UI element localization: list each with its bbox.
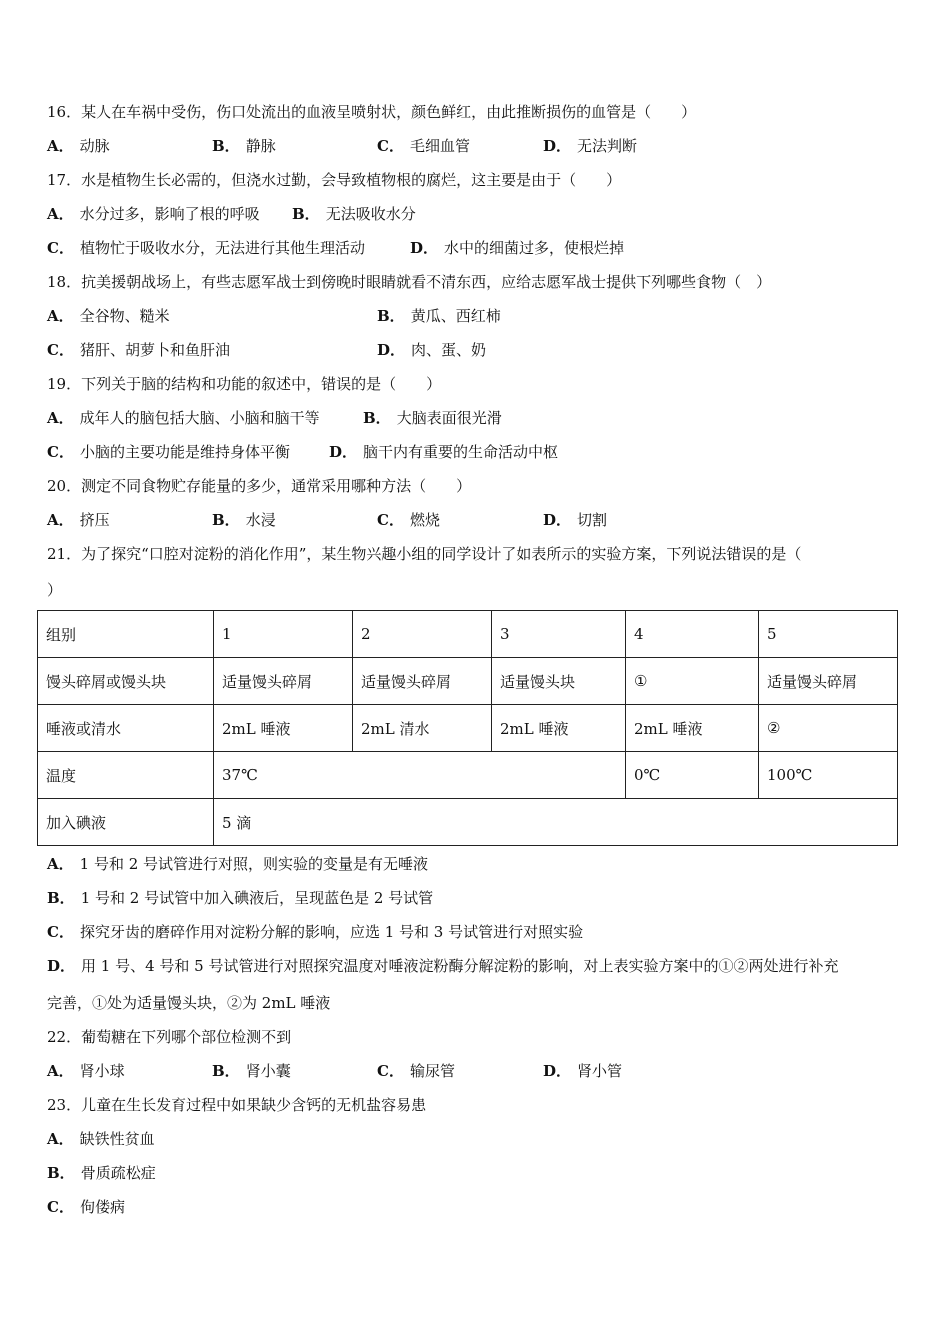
table-cell: 3: [492, 611, 626, 658]
table-cell: ①: [626, 658, 759, 705]
table-row-liquid: [38, 705, 898, 752]
option-label: A．: [47, 855, 74, 873]
table-row-head: 唾液或清水: [38, 705, 214, 752]
q22-option-c: [377, 1061, 455, 1081]
q18-option-d: [377, 340, 486, 360]
q20-option-c: [377, 510, 440, 530]
q22-option-d: [543, 1061, 622, 1081]
table-row-bread: [38, 658, 898, 705]
q19-option-a: [47, 408, 320, 428]
option-text: 1 号和 2 号试管中加入碘液后，呈现蓝色是 2 号试管: [80, 889, 434, 907]
option-text: 大脑表面很光滑: [396, 409, 502, 427]
q22-option-a: [47, 1061, 125, 1081]
option-label: D．: [47, 957, 76, 975]
option-text: 挤压: [79, 511, 110, 529]
q21-option-b: [47, 888, 433, 908]
question-16-stem: 16．某人在车祸中受伤，伤口处流出的血液呈喷射状，颜色鲜红，由此推断损伤的血管是（ ）: [47, 103, 697, 121]
option-text: 动脉: [79, 137, 110, 155]
question-17-stem: 17．水是植物生长必需的，但浇水过勤，会导致植物根的腐烂，这主要是由于（ ）: [47, 171, 622, 189]
q16-option-c: [377, 136, 470, 156]
option-label: A．: [47, 1130, 74, 1148]
option-text: 输尿管: [409, 1062, 455, 1080]
option-label: D．: [543, 1062, 572, 1080]
q21-option-a: [47, 854, 428, 874]
option-text: 1 号和 2 号试管进行对照，则实验的变量是有无唾液: [79, 855, 429, 873]
option-text: 静脉: [245, 137, 276, 155]
option-label: A．: [47, 511, 74, 529]
table-cell: 5 滴: [214, 799, 898, 846]
table-cell: 适量馒头碎屑: [214, 658, 353, 705]
table-row-head: 组别: [38, 611, 214, 658]
option-label: D．: [543, 511, 572, 529]
q20-option-d: [543, 510, 607, 530]
option-text: 全谷物、糙米: [79, 307, 170, 325]
option-label: D．: [377, 341, 406, 359]
table-cell: 37℃: [214, 752, 626, 799]
option-text: 黄瓜、西红柿: [410, 307, 501, 325]
q19-option-d: [329, 442, 558, 462]
experiment-table: [37, 610, 898, 846]
option-label: C．: [377, 511, 404, 529]
question-21-stem-end: ）: [47, 581, 63, 599]
option-label: C．: [377, 1062, 404, 1080]
option-text: 用 1 号、4 号和 5 号试管进行对照探究温度对唾液淀粉酶分解淀粉的影响，对上表实验方案中的①②两处进行补充: [81, 957, 839, 975]
option-label: C．: [47, 341, 74, 359]
table-cell: 2mL 唾液: [492, 705, 626, 752]
q18-option-b: [377, 306, 501, 326]
table-cell: 5: [759, 611, 898, 658]
q20-option-a: [47, 510, 110, 530]
option-text: 猪肝、胡萝卜和鱼肝油: [79, 341, 230, 359]
question-23-stem: 23．儿童在生长发育过程中如果缺少含钙的无机盐容易患: [47, 1096, 427, 1114]
table-row-head: 温度: [38, 752, 214, 799]
q21-option-d-continued: 完善，①处为适量馒头块，②为 2mL 唾液: [47, 994, 331, 1012]
table-cell: 适量馒头碎屑: [353, 658, 492, 705]
q20-option-b: [212, 510, 276, 530]
option-text: 脑干内有重要的生命活动中枢: [363, 443, 559, 461]
q16-option-a: [47, 136, 110, 156]
option-text: 切割: [577, 511, 608, 529]
option-text: 佝偻病: [79, 1198, 125, 1216]
option-label: C．: [47, 239, 74, 257]
table-cell: 2mL 清水: [353, 705, 492, 752]
option-text: 毛细血管: [409, 137, 470, 155]
table-cell: 1: [214, 611, 353, 658]
option-label: A．: [47, 409, 74, 427]
option-label: D．: [410, 239, 439, 257]
q18-option-c: [47, 340, 230, 360]
option-label: B．: [212, 1062, 240, 1080]
table-cell: 适量馒头碎屑: [759, 658, 898, 705]
option-label: C．: [47, 443, 74, 461]
option-text: 水分过多，影响了根的呼吸: [79, 205, 260, 223]
option-label: B．: [377, 307, 405, 325]
table-cell: 100℃: [759, 752, 898, 799]
option-label: B．: [47, 1164, 75, 1182]
option-label: A．: [47, 307, 74, 325]
option-label: B．: [292, 205, 320, 223]
option-text: 肾小囊: [245, 1062, 291, 1080]
q17-option-b: [292, 204, 416, 224]
q21-option-d: [47, 956, 839, 976]
q16-option-d: [543, 136, 637, 156]
option-text: 植物忙于吸收水分，无法进行其他生理活动: [79, 239, 365, 257]
option-label: C．: [47, 923, 74, 941]
option-label: C．: [377, 137, 404, 155]
option-text: 水浸: [245, 511, 276, 529]
option-text: 燃烧: [409, 511, 440, 529]
option-text: 无法判断: [577, 137, 638, 155]
q23-option-b: [47, 1163, 156, 1183]
option-text: 肉、蛋、奶: [411, 341, 487, 359]
option-label: B．: [47, 889, 75, 907]
q22-option-b: [212, 1061, 291, 1081]
q19-option-c: [47, 442, 290, 462]
q18-option-a: [47, 306, 170, 326]
table-row-group: [38, 611, 898, 658]
option-label: D．: [543, 137, 572, 155]
table-cell: 4: [626, 611, 759, 658]
option-label: A．: [47, 137, 74, 155]
option-label: A．: [47, 1062, 74, 1080]
option-label: D．: [329, 443, 358, 461]
option-text: 成年人的脑包括大脑、小脑和脑干等: [79, 409, 320, 427]
option-text: 骨质疏松症: [80, 1164, 156, 1182]
q17-option-c: [47, 238, 365, 258]
q19-option-b: [363, 408, 502, 428]
table-cell: ②: [759, 705, 898, 752]
table-cell: 适量馒头块: [492, 658, 626, 705]
table-cell: 2mL 唾液: [214, 705, 353, 752]
q21-option-c: [47, 922, 583, 942]
option-text: 肾小球: [79, 1062, 125, 1080]
option-text: 无法吸收水分: [325, 205, 416, 223]
option-text: 探究牙齿的磨碎作用对淀粉分解的影响，应选 1 号和 3 号试管进行对照实验: [79, 923, 584, 941]
q17-option-a: [47, 204, 260, 224]
question-18-stem: 18．抗美援朝战场上，有些志愿军战士到傍晚时眼睛就看不清东西，应给志愿军战士提供下列哪些食物（ ）: [47, 273, 772, 291]
option-label: C．: [47, 1198, 74, 1216]
table-row-temperature: [38, 752, 898, 799]
table-cell: 2: [353, 611, 492, 658]
q23-option-c: [47, 1197, 125, 1217]
table-row-head: 加入碘液: [38, 799, 214, 846]
option-label: B．: [363, 409, 391, 427]
q17-option-d: [410, 238, 624, 258]
question-21-stem: 21．为了探究“口腔对淀粉的消化作用”，某生物兴趣小组的同学设计了如表所示的实验方案，下列说法错误的是（: [47, 545, 802, 563]
option-text: 缺铁性贫血: [79, 1130, 155, 1148]
option-text: 小脑的主要功能是维持身体平衡: [79, 443, 290, 461]
question-22-stem: 22．葡萄糖在下列哪个部位检测不到: [47, 1028, 292, 1046]
q23-option-a: [47, 1129, 155, 1149]
option-label: B．: [212, 137, 240, 155]
question-20-stem: 20．测定不同食物贮存能量的多少，通常采用哪种方法（ ）: [47, 477, 472, 495]
option-label: B．: [212, 511, 240, 529]
table-cell: 0℃: [626, 752, 759, 799]
option-text: 水中的细菌过多，使根烂掉: [444, 239, 625, 257]
question-19-stem: 19．下列关于脑的结构和功能的叙述中，错误的是（ ）: [47, 375, 442, 393]
option-label: A．: [47, 205, 74, 223]
table-cell: 2mL 唾液: [626, 705, 759, 752]
table-row-head: 馒头碎屑或馒头块: [38, 658, 214, 705]
option-text: 肾小管: [577, 1062, 623, 1080]
table-row-iodine: [38, 799, 898, 846]
q16-option-b: [212, 136, 276, 156]
